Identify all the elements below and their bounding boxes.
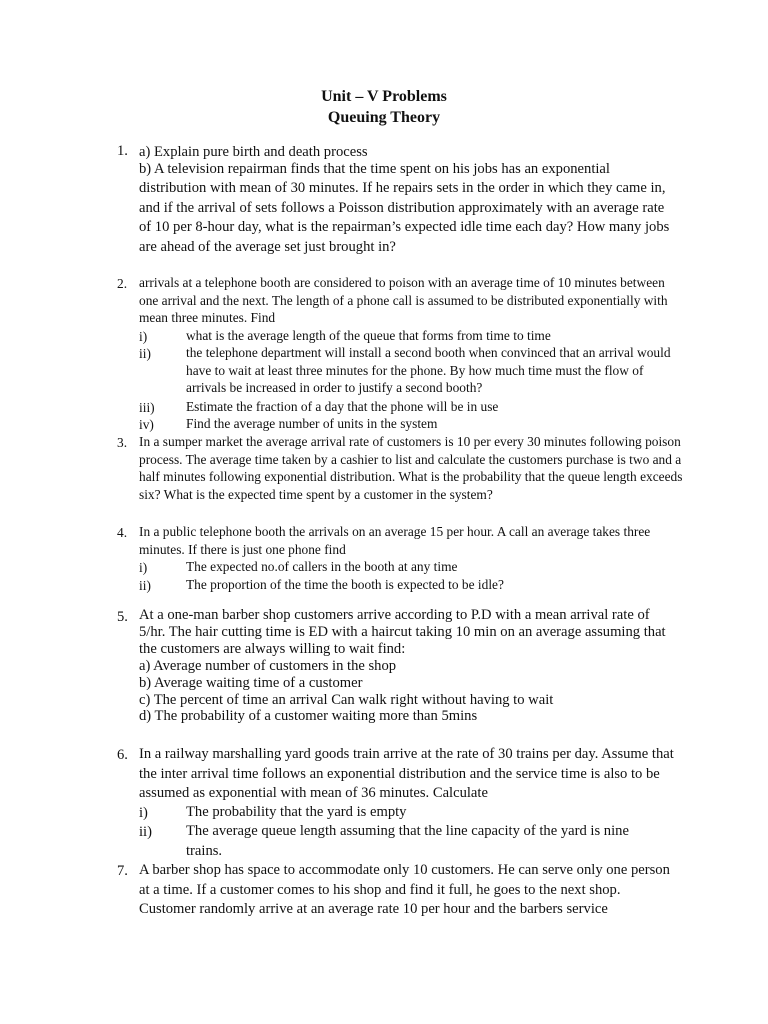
q5-part-d: d) The probability of a customer waiting more than 5mins xyxy=(139,708,478,724)
q2-item-label: iii) xyxy=(139,400,155,415)
q3-number: 3. xyxy=(117,435,128,450)
q5-text: At a one-man barber shop customers arrive according to P.D with a mean arrival rate of 5/hr. The hair cutting time is ED with a haircut taking 10 min on an average assuming that the customers are always willing to wait find: xyxy=(139,607,666,657)
q4-number: 4. xyxy=(117,525,128,540)
q5-part-a: a) Average number of customers in the shop xyxy=(139,658,397,674)
q5-part-b: b) Average waiting time of a customer xyxy=(139,675,363,691)
q6-item-text: The average queue length assuming that the line capacity of the yard is nine trains. xyxy=(186,823,629,859)
q2-item-label: iv) xyxy=(139,417,154,432)
q1-part-b: b) A television repairman finds that the time spent on his jobs has an exponential distribution with mean of 30 minutes. If he repairs sets in the order in which they came in, and if the arrival of sets follows a Poisson distribution approximately with an average rate of 10 per 8-hour day, what is the repairman’s expected idle time each day? How many jobs are ahead of the average set just brought in? xyxy=(139,161,670,255)
q7-text: A barber shop has space to accommodate only 10 customers. He can serve only one person at a time. If a customer comes to his shop and find it full, he goes to the next shop. Customer randomly arrive at an average rate 10 per hour and the barbers service xyxy=(139,862,670,918)
q4-text: In a public telephone booth the arrivals on an average 15 per hour. A call an average takes three minutes. If there is just one phone find xyxy=(139,524,651,557)
q2-item-label: ii) xyxy=(139,346,151,361)
q4-item-text: The expected no.of callers in the booth at any time xyxy=(186,559,458,574)
q6-item-label: ii) xyxy=(139,824,152,840)
q5-number: 5. xyxy=(117,609,128,625)
q2-item-text: Find the average number of units in the system xyxy=(186,416,438,431)
q6-item-label: i) xyxy=(139,805,148,821)
q1-part-a: a) Explain pure birth and death process xyxy=(139,144,368,160)
page-title: Unit – V Problems xyxy=(321,88,447,105)
q4-item-label: i) xyxy=(139,560,148,575)
q7-number: 7. xyxy=(117,863,128,879)
q4-item-text: The proportion of the time the booth is expected to be idle? xyxy=(186,577,504,592)
q4-item-label: ii) xyxy=(139,578,151,593)
q2-item-text: Estimate the fraction of a day that the phone will be in use xyxy=(186,399,499,414)
q1-number: 1. xyxy=(117,143,128,159)
q5-part-c: c) The percent of time an arrival Can walk right without having to wait xyxy=(139,692,554,708)
page-subtitle: Queuing Theory xyxy=(327,109,441,126)
q2-item-label: i) xyxy=(139,329,148,344)
q6-number: 6. xyxy=(117,747,128,763)
q2-item-text: the telephone department will install a second booth when convinced that an arrival would have to wait at least three minutes for the phone. By how much time must the flow of arrivals be increased in order to justify a second booth? xyxy=(186,345,671,396)
q2-number: 2. xyxy=(117,276,128,291)
q2-item-text: what is the average length of the queue that forms from time to time xyxy=(186,328,551,343)
q6-item-text: The probability that the yard is empty xyxy=(186,804,407,820)
q2-text: arrivals at a telephone booth are considered to poison with an average time of 10 minutes between one arrival and the next. The length of a phone call is assumed to be distributed exponentially with mean three minutes. Find xyxy=(139,275,668,326)
q6-text: In a railway marshalling yard goods train arrive at the rate of 30 trains per day. Assume that the inter arrival time follows an exponential distribution and the service time is also to be assumed as exponential with mean of 36 minutes. Calculate xyxy=(139,746,674,802)
q3-text: In a sumper market the average arrival rate of customers is 10 per every 30 minutes following poison process. The average time taken by a cashier to list and calculate the customers purchase is two and a half minutes following exponential distribution. What is the probability that the queue length exceeds six? What is the expected time spent by a customer in the system? xyxy=(139,434,683,502)
